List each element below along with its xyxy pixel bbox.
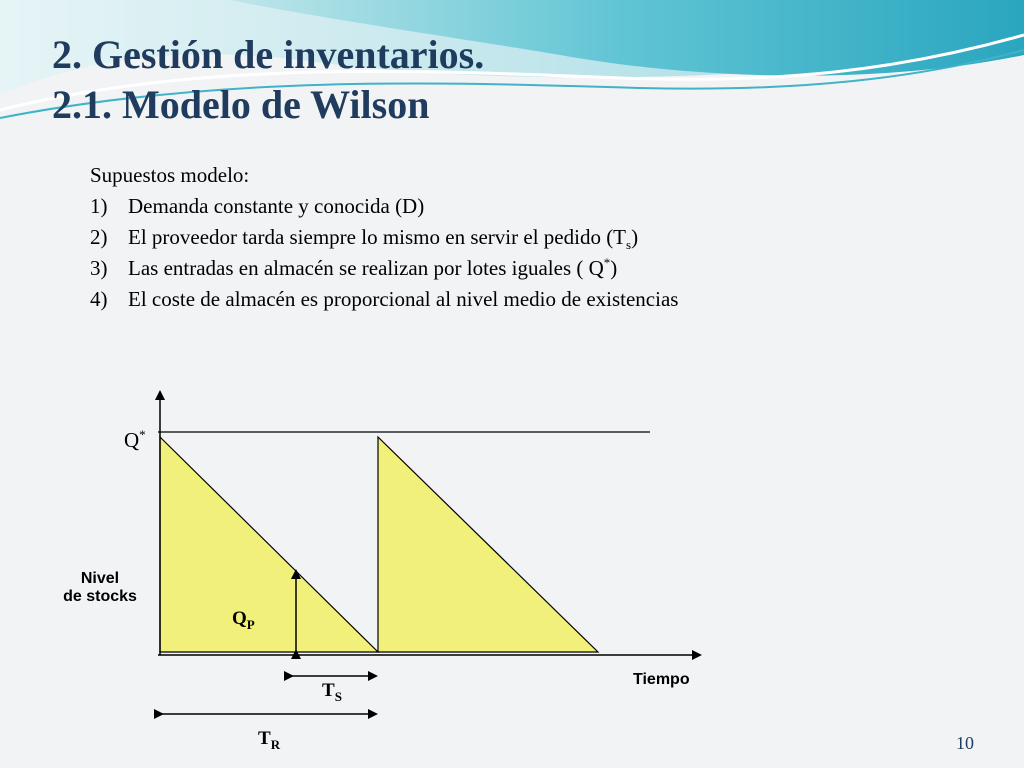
- assumptions-heading: Supuestos modelo:: [90, 163, 250, 187]
- qp-label: $Q_P$: [232, 608, 255, 632]
- item-text: El coste de almacén es proporcional al nivel medio de existencias: [128, 287, 679, 311]
- stock-cycle-2: [378, 437, 598, 652]
- item-superscript: *: [603, 255, 611, 270]
- item-number: 3): [90, 256, 108, 280]
- item-tail: ): [610, 256, 618, 280]
- x-axis-label: Tiempo: [633, 671, 690, 688]
- y-axis-label: Nivel de stocks: [63, 570, 137, 605]
- ts-label: $T_S$: [322, 680, 342, 704]
- item-subscript: s: [626, 237, 632, 253]
- item-text: Las entradas en almacén se realizan por lotes iguales ( Q: [128, 256, 604, 280]
- tr-label: $T_R$: [258, 728, 281, 752]
- item-text: Demanda constante y conocida (D): [128, 194, 425, 218]
- page-number: 10: [956, 733, 974, 753]
- stock-cycle-1: [160, 437, 378, 652]
- title-line-2: 2.1. Modelo de Wilson: [52, 82, 430, 127]
- item-number: 1): [90, 194, 108, 218]
- title-line-1: 2. Gestión de inventarios.: [52, 32, 485, 77]
- q-star-label: Q*: [124, 427, 146, 452]
- item-number: 4): [90, 287, 108, 311]
- item-text: El proveedor tarda siempre lo mismo en servir el pedido (T: [128, 225, 627, 249]
- item-tail: ): [631, 225, 639, 249]
- item-number: 2): [90, 225, 108, 249]
